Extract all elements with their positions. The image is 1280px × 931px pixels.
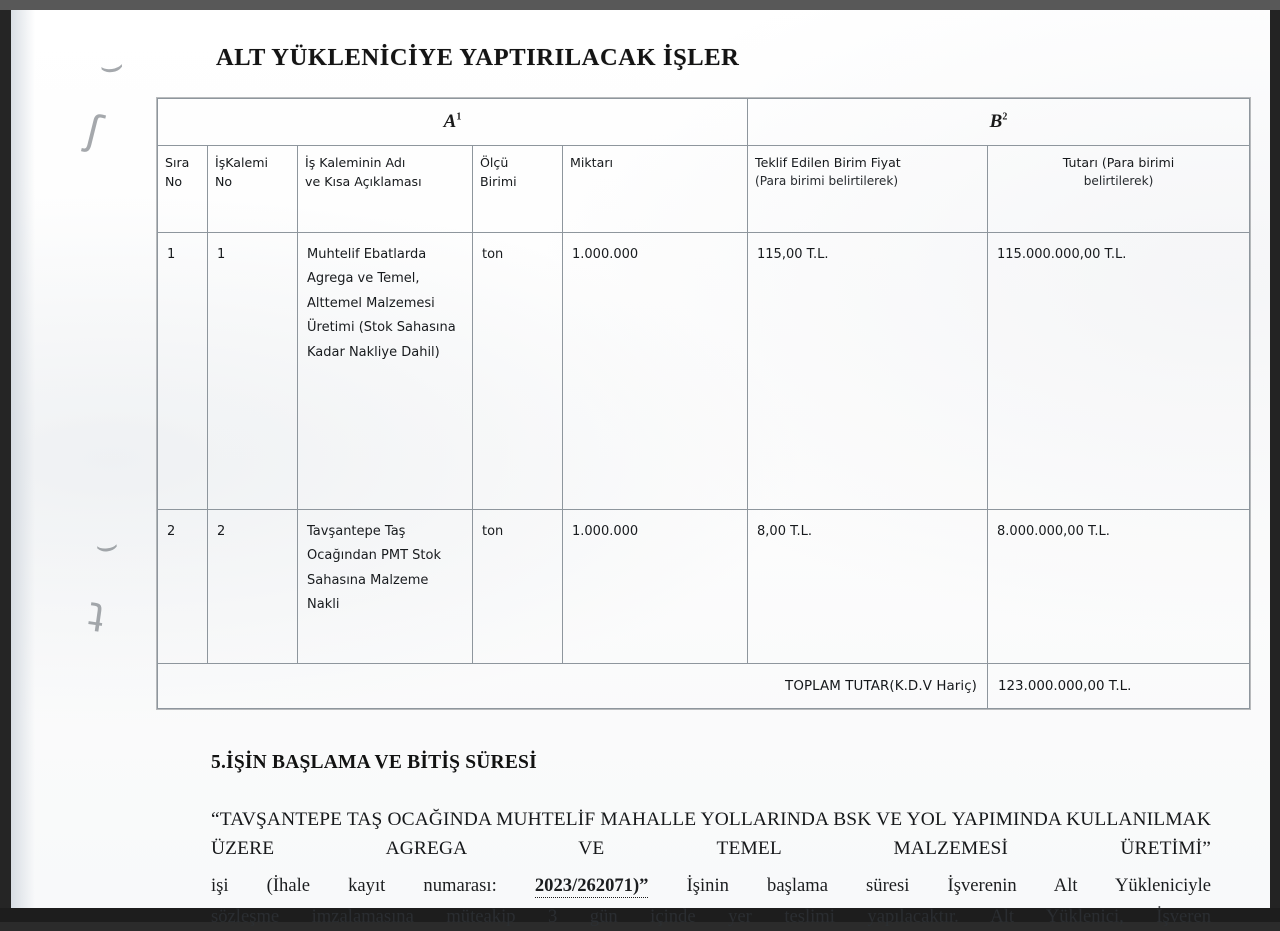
column-header-olcu-birimi [473, 146, 563, 233]
tender-registration-number: 2023/262071)” [534, 875, 649, 896]
column-header-aciklama [298, 146, 473, 233]
total-label-cell [158, 664, 988, 709]
table-row [158, 233, 1250, 510]
table-column-header-row [158, 146, 1250, 233]
cell-aciklama: Tavşantepe Taş Ocağından PMT Stok Sahasına Malzeme Nakli [298, 510, 473, 664]
scan-frame-top [0, 0, 1280, 10]
column-header-line1: Teklif Edilen Birim Fiyat [755, 155, 901, 170]
column-header-is-kalemi-no [208, 146, 298, 233]
column-header-miktari [563, 146, 748, 233]
group-a-label: A [443, 111, 457, 132]
column-header-line1: Miktarı [570, 155, 613, 170]
scan-frame-right [1270, 10, 1280, 922]
group-b-label: B [989, 111, 1003, 132]
column-header-line1: Sıra [165, 155, 190, 170]
scan-smudge-mark: ⌣ [96, 41, 127, 89]
cell-is-kalemi-no: 2 [208, 510, 298, 664]
column-header-line2: Birimi [480, 173, 517, 189]
subcontracted-works-table [157, 98, 1250, 709]
scan-smudge-mark: ⌣ [92, 523, 121, 568]
group-a-superscript: 1 [456, 111, 462, 123]
page-title: ALT YÜKLENİCİYE YAPTIRILACAK İŞLER [216, 44, 740, 71]
paragraph-line-2: YAPIMINDA KULLANILMAK ÜZERE AGREGA VE TEMEL MALZEMESİ ÜRETİMİ” [211, 809, 1211, 860]
group-header-a [158, 99, 748, 146]
section-paragraph-line-3 [211, 872, 1211, 900]
cell-sira-no: 2 [158, 510, 208, 664]
column-header-line2: (Para birimi belirtilerek) [755, 173, 899, 188]
column-header-tutari [988, 146, 1250, 233]
paragraph-line-3-post: İşinin başlama süresi İşverenin Alt Yükleniciyle [648, 875, 1212, 896]
document-page [11, 10, 1270, 927]
table-group-header-row [158, 99, 1250, 146]
column-header-birim-fiyat [748, 146, 988, 233]
cell-tutari: 8.000.000,00 T.L. [988, 510, 1250, 664]
section-heading-5: 5.İŞİN BAŞLAMA VE BİTİŞ SÜRESİ [211, 752, 537, 773]
paragraph-line-1: “TAVŞANTEPE TAŞ OCAĞINDA MUHTELİF MAHALLE YOLLARINDA BSK VE YOL [211, 809, 947, 830]
column-header-line1: Ölçü [480, 155, 509, 170]
scan-smudge-mark: ʇ [85, 588, 108, 636]
section-paragraph [211, 805, 1211, 864]
group-header-b [748, 99, 1250, 146]
group-b-superscript: 2 [1002, 111, 1008, 123]
cell-sira-no: 1 [158, 233, 208, 510]
cell-olcu-birimi: ton [473, 233, 563, 510]
column-header-sira-no [158, 146, 208, 233]
section-paragraph-line-4: sözleşme imzalamasına müteakip 3 gün içinde yer teslimi yapılacaktır. Alt Yüklenici, İşveren [211, 906, 1211, 927]
cell-tutari: 115.000.000,00 T.L. [988, 233, 1250, 510]
column-header-line1: Tutarı (Para birimi [1062, 155, 1175, 170]
cell-miktari: 1.000.000 [563, 233, 748, 510]
column-header-line2: ve Kısa Açıklaması [305, 173, 422, 189]
total-label-light: (K.D.V Hariç) [889, 678, 978, 694]
cell-miktari: 1.000.000 [563, 510, 748, 664]
column-header-line1: İş Kaleminin Adı [305, 155, 406, 170]
cell-birim-fiyat: 115,00 T.L. [748, 233, 988, 510]
cell-birim-fiyat: 8,00 T.L. [748, 510, 988, 664]
cell-is-kalemi-no: 1 [208, 233, 298, 510]
cell-olcu-birimi: ton [473, 510, 563, 664]
scan-frame-left [0, 10, 11, 922]
table-row [158, 510, 1250, 664]
scan-smudge-mark: ʃ [81, 105, 107, 156]
paragraph-line-3-pre: işi (İhale kayıt numarası: [211, 875, 535, 896]
cell-aciklama: Muhtelif Ebatlarda Agrega ve Temel, Alttemel Malzemesi Üretimi (Stok Sahasına Kadar Nakliye Dahil) [298, 233, 473, 510]
column-header-line2: belirtilerek) [1083, 173, 1154, 188]
column-header-line1: İşKalemi [215, 155, 269, 170]
total-label-bold: TOPLAM TUTAR [785, 678, 890, 694]
table-total-row [158, 664, 1250, 709]
total-value-cell: 123.000.000,00 T.L. [988, 664, 1250, 709]
column-header-line2: No [215, 173, 233, 189]
column-header-line2: No [165, 173, 183, 189]
